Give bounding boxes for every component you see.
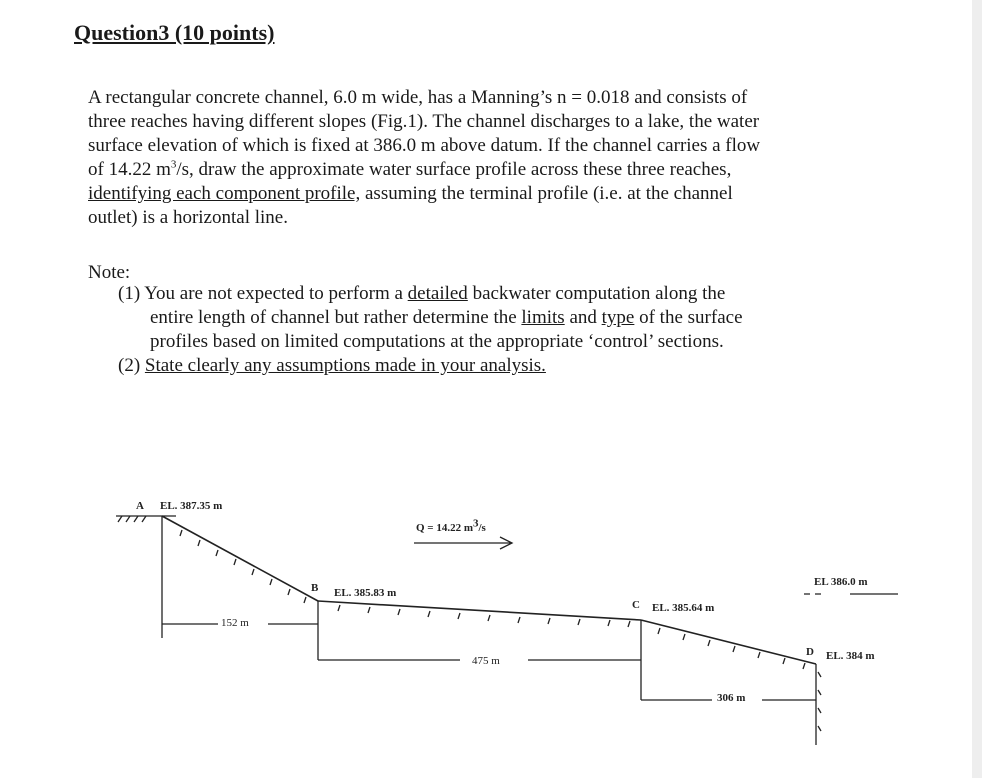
statement-line: A rectangular concrete channel, 6.0 m wide, has a Manning’s n = 0.018 and consists of — [88, 87, 748, 108]
discharge-unit: /s — [478, 522, 486, 534]
point-d-label: D — [806, 646, 814, 658]
bed-reach-cd — [641, 620, 816, 664]
outlet-hatching — [818, 672, 821, 731]
note-text: of the surface — [634, 307, 743, 328]
hatching — [118, 516, 146, 522]
note-text: entire length of channel but rather determine the — [150, 307, 522, 328]
note-text: backwater computation along the — [467, 283, 726, 304]
point-b-label: B — [311, 582, 319, 594]
note-text: and — [564, 307, 602, 328]
flow-text: of 14.22 m — [88, 159, 171, 180]
flow-text-rest: /s, draw the approximate water surface profile across these three reaches, — [176, 159, 732, 180]
note-label: Note: — [88, 262, 131, 283]
statement-line: outlet) is a horizontal line. — [88, 207, 288, 228]
note-line: profiles based on limited computations at the appropriate ‘control’ sections. — [150, 331, 724, 352]
bed-reach-bc — [318, 601, 641, 620]
point-c-label: C — [632, 599, 640, 611]
discharge-exponent: 3 — [473, 517, 479, 530]
bed-reach-ab — [162, 516, 318, 601]
note-number: (1) — [118, 283, 145, 304]
bed-hatching-ab — [180, 530, 306, 603]
statement-line: three reaches having different slopes (Fig.1). The channel discharges to a lake, the water — [88, 111, 760, 132]
underlined-sentence: State clearly any assumptions made in your analysis. — [144, 355, 546, 376]
flow-exponent: 3 — [170, 158, 177, 171]
bed-hatching-cd — [658, 628, 805, 669]
question-title: Question3 (10 points) — [74, 20, 275, 45]
note-number: (2) — [118, 355, 145, 376]
elevation-a-label: EL. 387.35 m — [160, 500, 223, 512]
length-cd-label: 306 m — [717, 692, 746, 704]
statement-text: assuming the terminal profile (i.e. at the channel — [360, 183, 733, 204]
lake-elevation-label: EL 386.0 m — [814, 576, 868, 588]
elevation-d-label: EL. 384 m — [826, 650, 875, 662]
underlined-word: detailed — [407, 283, 468, 304]
length-bc-label: 475 m — [472, 655, 500, 667]
elevation-b-label: EL. 385.83 m — [334, 587, 397, 599]
point-a-label: A — [136, 500, 144, 512]
underlined-phrase: identifying each component profile, — [88, 183, 361, 204]
underlined-word: type — [601, 307, 635, 328]
discharge-value: Q = 14.22 m — [416, 522, 473, 534]
underlined-word: limits — [521, 307, 565, 328]
discharge-label — [416, 517, 486, 534]
elevation-c-label: EL. 385.64 m — [652, 602, 715, 614]
statement-line: surface elevation of which is fixed at 386.0 m above datum. If the channel carries a flow — [88, 135, 761, 156]
length-ab-label: 152 m — [221, 617, 249, 629]
note-text: You are not expected to perform a — [144, 283, 408, 304]
